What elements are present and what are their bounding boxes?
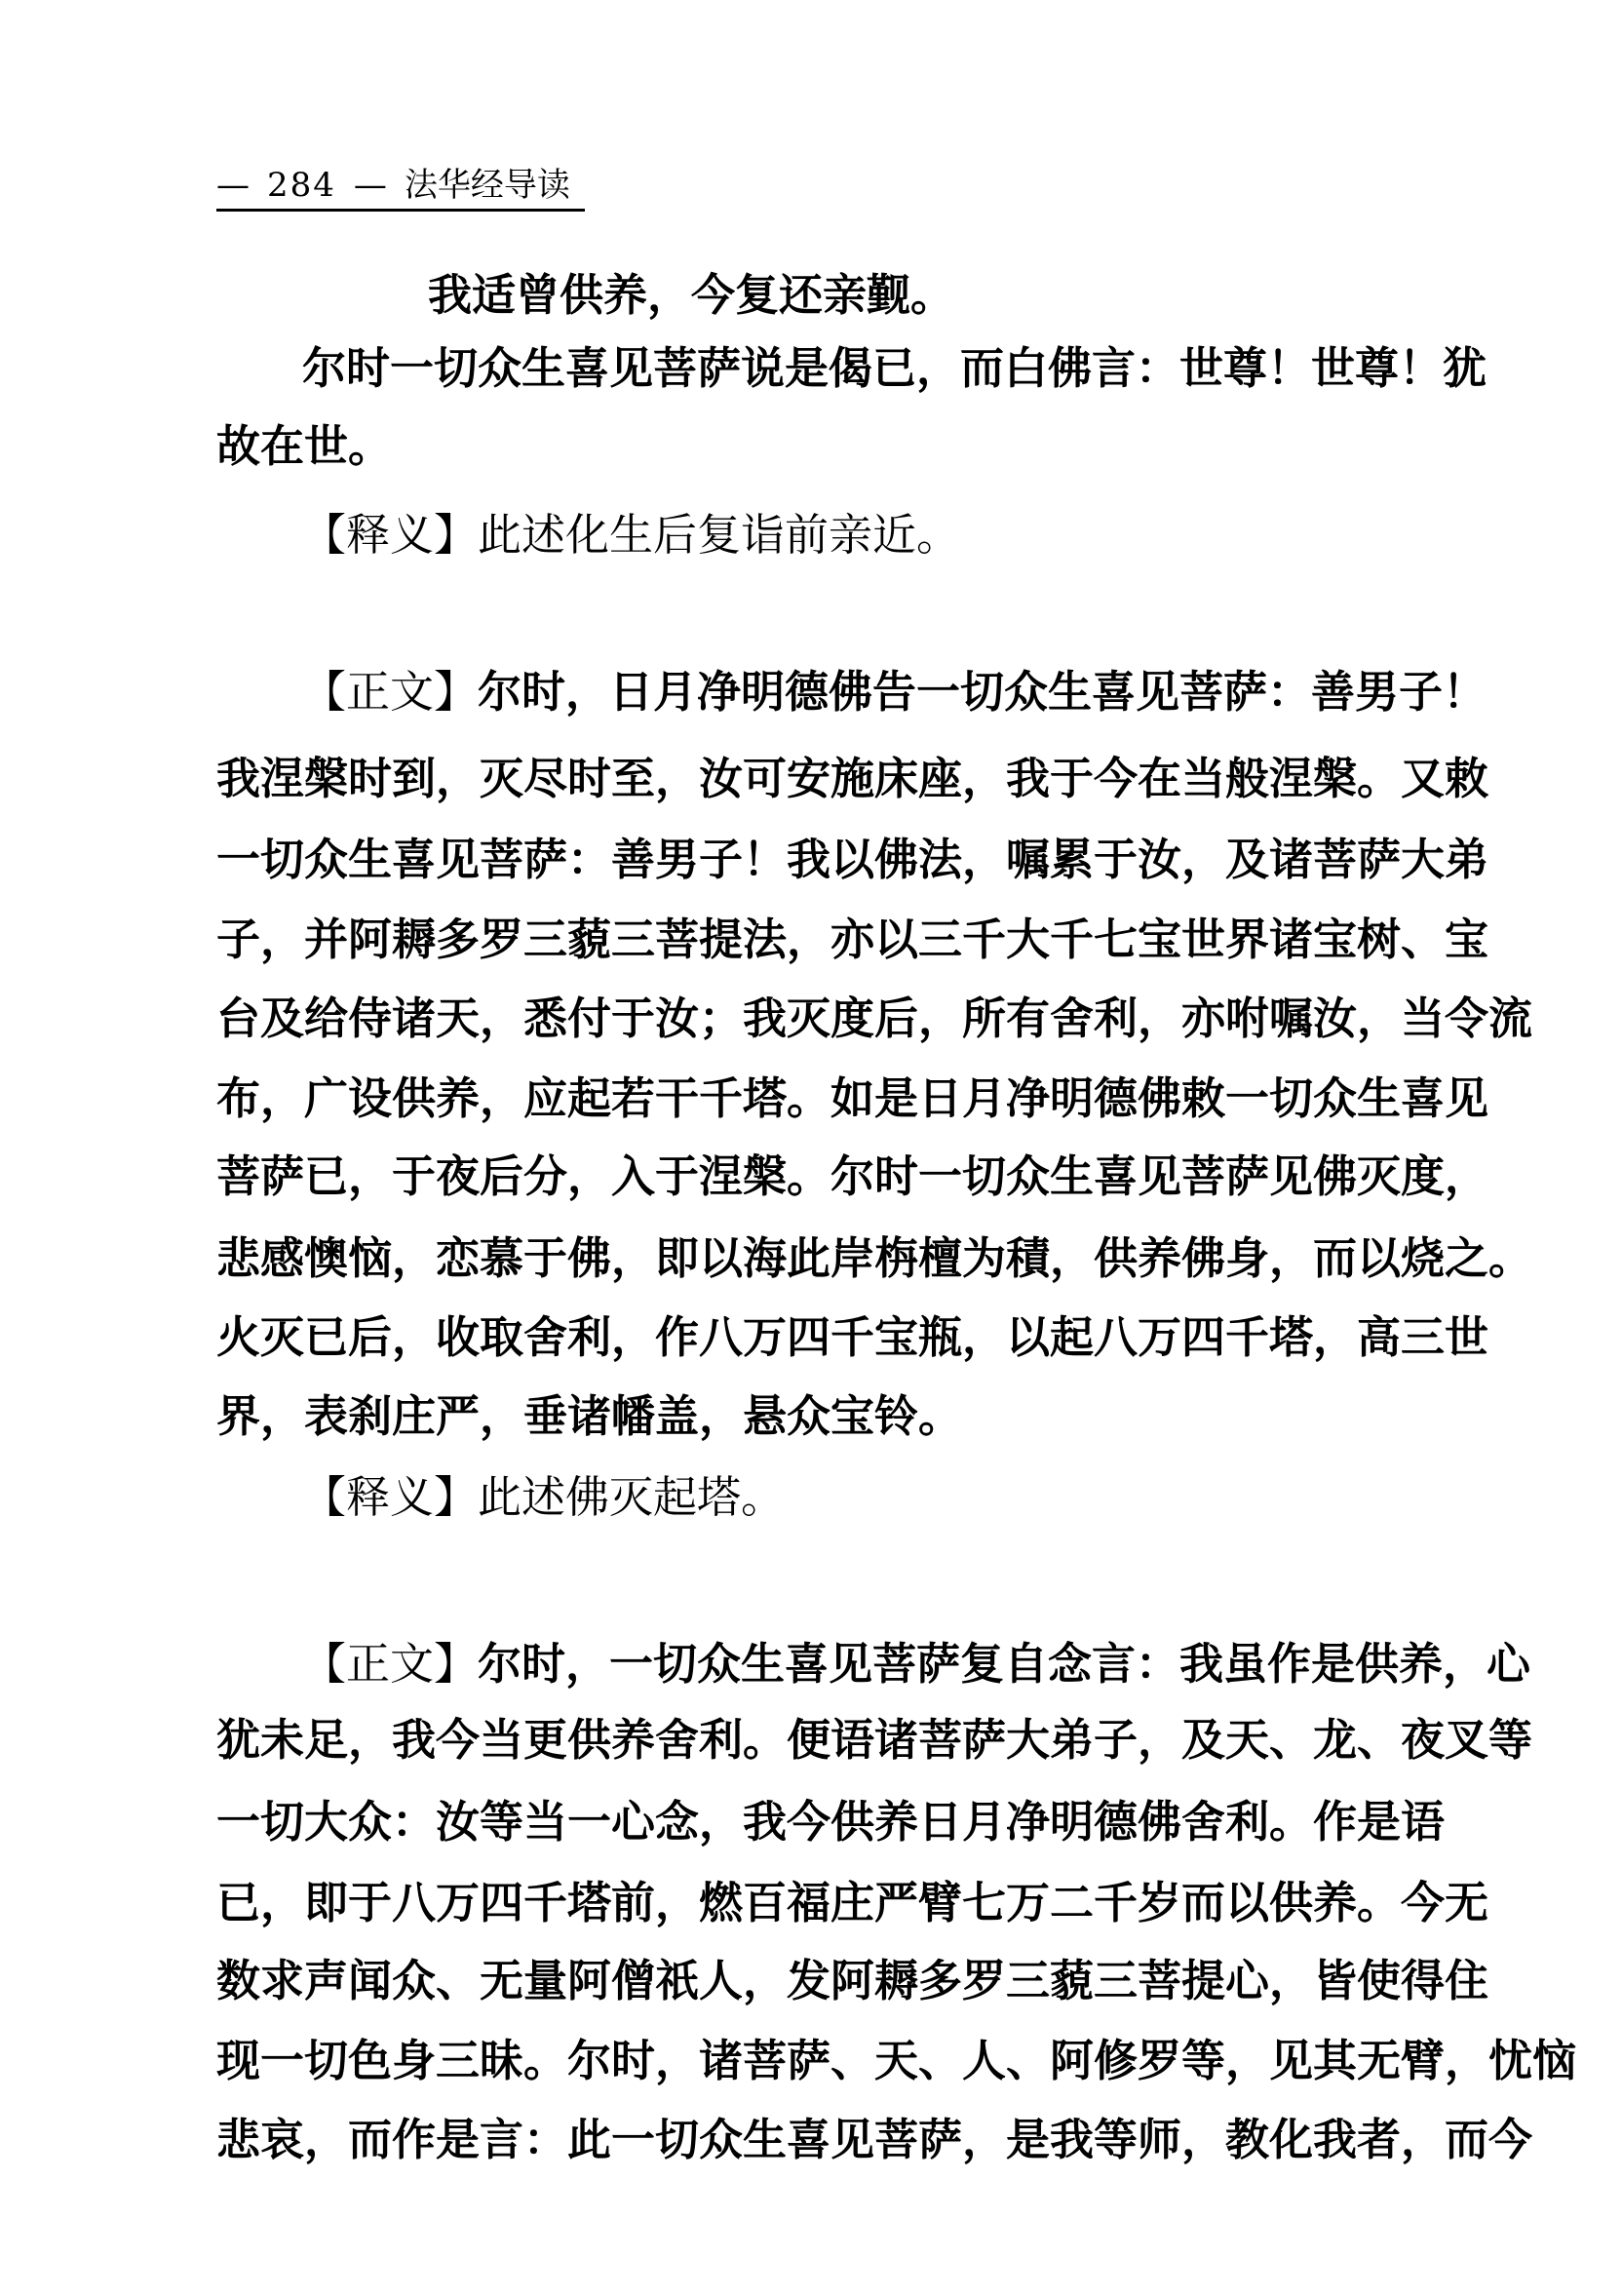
section-line: 犹未足，我今当更供养舍利。便语诸菩萨大弟子，及天、龙、夜叉等 <box>216 1714 1533 1766</box>
section-line: 现一切色身三昧。尔时，诸菩萨、天、人、阿修罗等，见其无臂，忧恼 <box>216 2035 1577 2086</box>
section-line: 布，广设供养，应起若干千塔。如是日月净明德佛敕一切众生喜见 <box>216 1072 1489 1124</box>
section-line: 悲感懊恼，恋慕于佛，即以海此岸栴檀为積，供养佛身，而以烧之。 <box>216 1232 1533 1284</box>
section-line: 菩萨已，于夜后分，入于涅槃。尔时一切众生喜见菩萨见佛灭度， <box>216 1150 1489 1202</box>
section-first-line <box>302 1635 1531 1693</box>
section-first-line <box>302 663 1487 721</box>
section-line: 悲哀，而作是言：此一切众生喜见菩萨，是我等师，教化我者，而今 <box>216 2114 1533 2165</box>
section-label: 【正文】 <box>302 1638 479 1690</box>
note-text: 此述佛灭起塔。 <box>478 1471 786 1523</box>
running-header <box>216 164 585 212</box>
book-title: 法华经导读 <box>404 166 570 205</box>
section-line: 一切大众：汝等当一心念，我今供养日月净明德佛舍利。作是语 <box>216 1796 1446 1848</box>
section-line: 已，即于八万四千塔前，燃百福庄严臂七万二千岁而以供养。今无 <box>216 1877 1489 1928</box>
note-label: 【释义】 <box>302 509 479 561</box>
page-number: 284 <box>267 166 336 205</box>
section-line: 火灭已后，收取舍利，作八万四千宝瓶，以起八万四千塔，高三世 <box>216 1311 1489 1363</box>
header-dash: — <box>216 166 250 205</box>
section-line: 数求声闻众、无量阿僧祇人，发阿耨多罗三藐三菩提心，皆使得住 <box>216 1955 1489 2006</box>
note-line <box>302 506 1419 564</box>
section-line: 界，表刹庄严，垂诸幡盖，悬众宝铃。 <box>216 1390 963 1442</box>
section-line: 一切众生喜见菩萨：善男子！我以佛法，嘱累于汝，及诸菩萨大弟 <box>216 834 1489 885</box>
note-label: 【释义】 <box>302 1471 479 1523</box>
header-dash: — <box>353 166 387 205</box>
paragraph-line: 故在世。 <box>216 420 393 472</box>
section-text: 尔时，日月净明德佛告一切众生喜见菩萨：善男子！ <box>478 666 1487 718</box>
paragraph-line: 尔时一切众生喜见菩萨说是偈已，而白佛言：世尊！世尊！犹 <box>302 342 1487 394</box>
section-label: 【正文】 <box>302 666 479 718</box>
section-text: 尔时，一切众生喜见菩萨复自念言：我虽作是供养，心 <box>478 1638 1531 1690</box>
note-line <box>302 1468 1419 1527</box>
verse-line: 我适曾供养，今复还亲觐。 <box>428 269 955 321</box>
note-text: 此述化生后复诣前亲近。 <box>478 509 961 561</box>
section-line: 我涅槃时到，灭尽时至，汝可安施床座，我于今在当般涅槃。又敕 <box>216 753 1489 804</box>
section-line: 台及给侍诸天，悉付于汝；我灭度后，所有舍利，亦咐嘱汝，当令流 <box>216 992 1533 1044</box>
section-line: 子，并阿耨多罗三藐三菩提法，亦以三千大千七宝世界诸宝树、宝 <box>216 914 1489 965</box>
